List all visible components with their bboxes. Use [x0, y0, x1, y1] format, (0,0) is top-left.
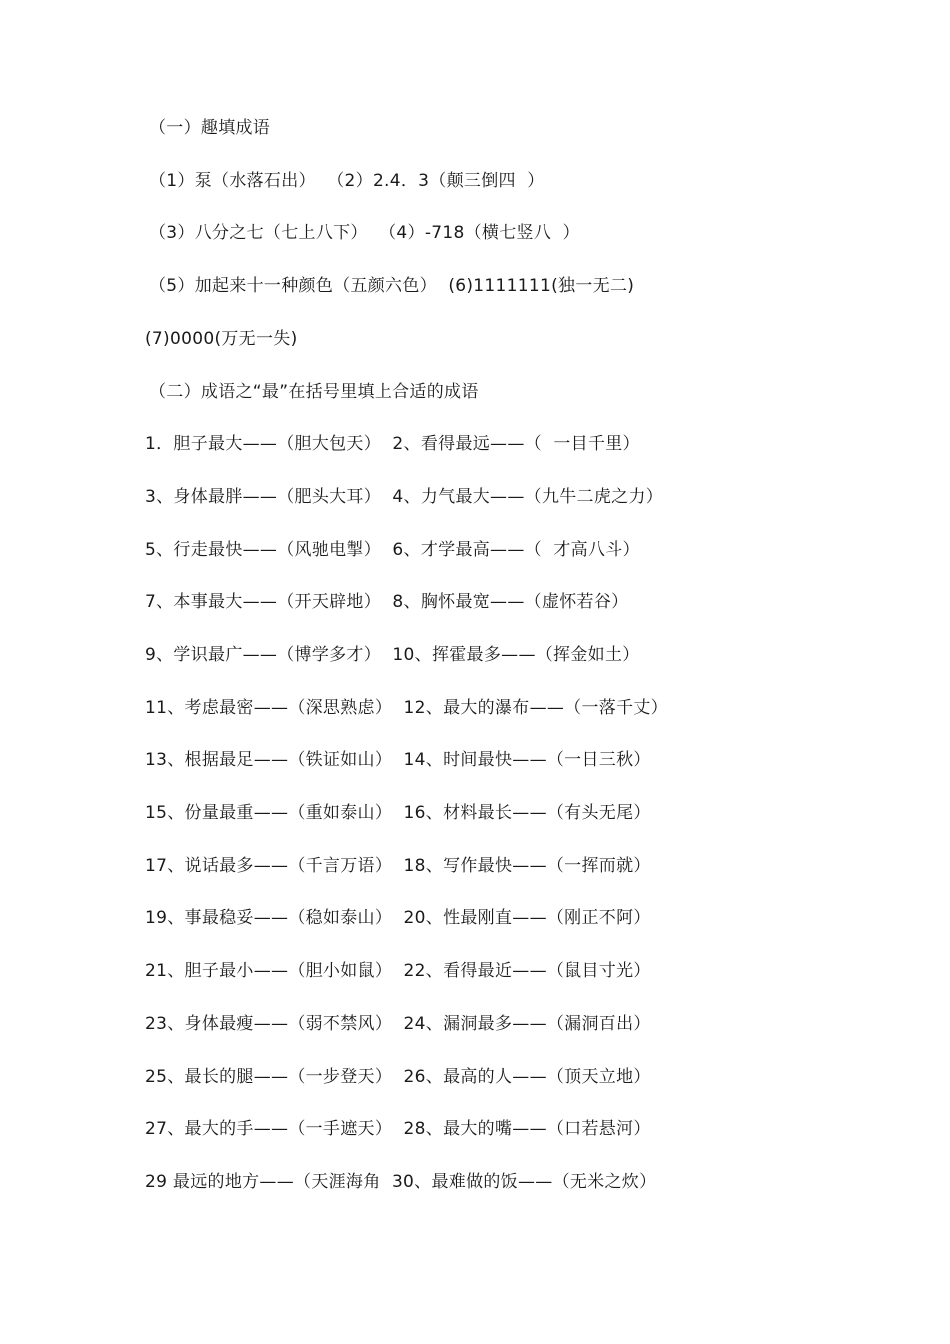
idiom-pair-line: 17、说话最多——（千言万语） 18、写作最快——（一挥而就） [145, 856, 651, 876]
idiom-pair-line: 29 最远的地方——（天涯海角 30、最难做的饭——（无米之炊） [145, 1172, 657, 1192]
idiom-pair-line: 15、份量最重——（重如泰山） 16、材料最长——（有头无尾） [145, 803, 651, 823]
idiom-pair-line: 5、行走最快——（风驰电掣） 6、才学最高——（ 才高八斗） [145, 540, 640, 560]
riddle-line: （1）泵（水落石出） （2）2.4．3（颠三倒四 ） [149, 171, 545, 191]
idiom-pair-line: 1．胆子最大——（胆大包天） 2、看得最远——（ 一目千里） [145, 434, 640, 454]
idiom-pair-line: 13、根据最足——（铁证如山） 14、时间最快——（一日三秋） [145, 750, 651, 770]
idiom-pair-line: 19、事最稳妥——（稳如泰山） 20、性最刚直——（刚正不阿） [145, 908, 651, 928]
idiom-pair-line: 21、胆子最小——（胆小如鼠） 22、看得最近——（鼠目寸光） [145, 961, 651, 981]
section-heading-superlative-idioms: （二）成语之“最”在括号里填上合适的成语 [149, 382, 479, 402]
riddle-line: （3）八分之七（七上八下） （4）-718（横七竖八 ） [149, 223, 580, 243]
idiom-pair-line: 7、本事最大——（开天辟地） 8、胸怀最宽——（虚怀若谷） [145, 592, 629, 612]
riddle-line: （5）加起来十一种颜色（五颜六色） (6)1111111(独一无二) [149, 276, 635, 296]
idiom-pair-line: 25、最长的腿——（一步登天） 26、最高的人——（顶天立地） [145, 1067, 651, 1087]
idiom-pair-line: 3、身体最胖——（肥头大耳） 4、力气最大——（九牛二虎之力） [145, 487, 664, 507]
idiom-pair-line: 23、身体最瘦——（弱不禁风） 24、漏洞最多——（漏洞百出） [145, 1014, 651, 1034]
riddle-line: (7)0000(万无一失) [145, 329, 298, 349]
idiom-pair-line: 9、学识最广——（博学多才） 10、挥霍最多——（挥金如土） [145, 645, 640, 665]
idiom-pair-line: 27、最大的手——（一手遮天） 28、最大的嘴——（口若悬河） [145, 1119, 651, 1139]
idiom-pair-line: 11、考虑最密——（深思熟虑） 12、最大的瀑布——（一落千丈） [145, 698, 668, 718]
section-heading-fill-idioms: （一）趣填成语 [149, 118, 271, 138]
